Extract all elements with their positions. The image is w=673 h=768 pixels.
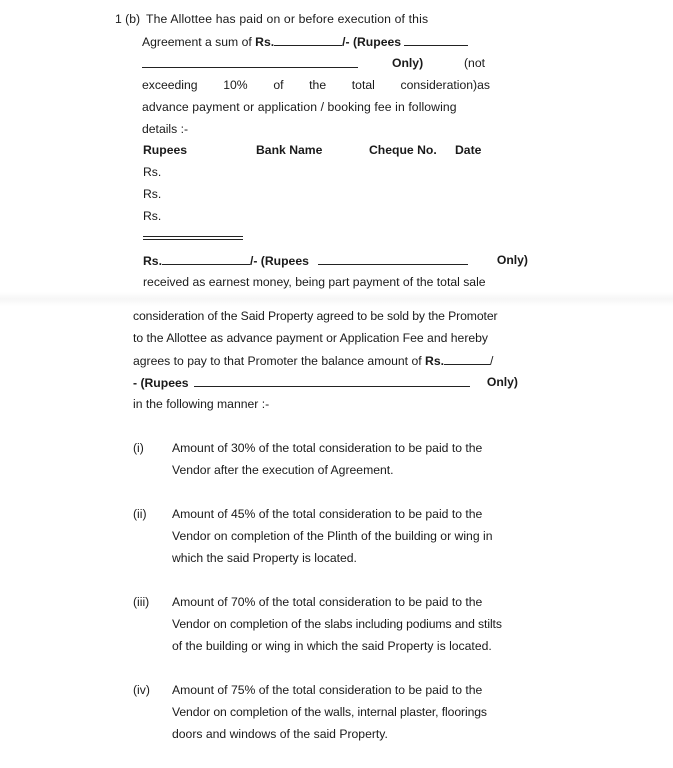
installment-line: Amount of 75% of the total consideration to be paid to the [172,683,483,697]
not-label: (not [464,56,486,70]
rupees-label: /- (Rupees [342,35,402,49]
total-words-blank[interactable] [318,253,468,265]
table-row: Rs. [143,165,162,179]
word: the [309,78,327,92]
balance-amount-blank[interactable] [444,353,490,365]
rupees-words-blank-2[interactable] [142,56,358,68]
continuation-line-4 [133,375,518,391]
installment-line: Amount of 45% of the total consideration to be paid to the [172,507,483,521]
table-row: Rs. [143,187,162,201]
header-bank-name: Bank Name [256,143,323,157]
header-rupees: Rupees [143,143,188,157]
clause-line-4 [142,78,490,93]
installment-number: (iv) [133,683,150,697]
continuation-line-3 [133,353,493,369]
total-only-label: Only) [496,253,528,267]
installment-number: (iii) [133,595,150,609]
installment-line: Vendor on completion of the slabs including podiums and stilts [172,617,502,631]
amount-blank[interactable] [274,34,342,46]
clause-number: 1 (b) [115,12,141,26]
header-cheque-no: Cheque No. [369,143,437,157]
word: consideration)as [400,78,490,92]
clause-line-5: advance payment or application / booking fee in following [142,100,457,114]
balance-rupees-label: - (Rupees [133,376,189,390]
total-rs-label: Rs. [143,254,162,268]
clause-line-3 [142,56,490,72]
clause-line-2-text: Agreement a sum of [142,35,256,49]
rupees-words-blank[interactable] [404,34,468,46]
received-text: received as earnest money, being part payment of the total sale [143,275,486,289]
total-double-rule-top [143,236,243,237]
balance-words-blank[interactable] [194,375,470,387]
balance-rs-label: Rs. [425,354,444,368]
continuation-line-3-text: agrees to pay to that Promoter the balance amount of [133,354,426,368]
rs-label: Rs. [255,35,275,49]
installment-line: doors and windows of the said Property. [172,727,388,741]
installment-line: Amount of 30% of the total consideration to be paid to the [172,441,483,455]
only-label: Only) [392,56,424,70]
clause-line-2 [142,34,468,50]
clause-line-6: details :- [142,122,189,136]
installment-line: Vendor after the execution of Agreement. [172,463,394,477]
installment-line: Vendor on completion of the walls, internal plaster, floorings [172,705,487,719]
word: total [351,78,375,92]
installment-number: (i) [133,441,144,455]
total-rupees-label: /- (Rupees [249,254,309,268]
word: of [273,78,284,92]
continuation-line-2: to the Allottee as advance payment or Application Fee and hereby [133,331,489,345]
installment-number: (ii) [133,507,147,521]
total-double-rule-bottom [143,239,243,240]
slash: / [489,354,494,368]
clause-line-1: The Allottee has paid on or before execution of this [146,12,429,26]
total-amount-blank[interactable] [162,253,250,265]
installment-line: of the building or wing in which the said Property is located. [172,639,492,653]
installment-line: Vendor on completion of the Plinth of the building or wing in [172,529,493,543]
installment-line: Amount of 70% of the total consideration to be paid to the [172,595,483,609]
header-date: Date [455,143,482,157]
word: 10% [223,78,248,92]
continuation-line-1: consideration of the Said Property agreed to be sold by the Promoter [133,309,498,323]
balance-only-label: Only) [486,375,518,389]
word: exceeding [142,78,198,92]
total-line [143,253,528,269]
continuation-line-5: in the following manner :- [133,397,270,411]
table-row: Rs. [143,209,162,223]
installment-line: which the said Property is located. [172,551,357,565]
page-break-shadow [0,292,673,306]
